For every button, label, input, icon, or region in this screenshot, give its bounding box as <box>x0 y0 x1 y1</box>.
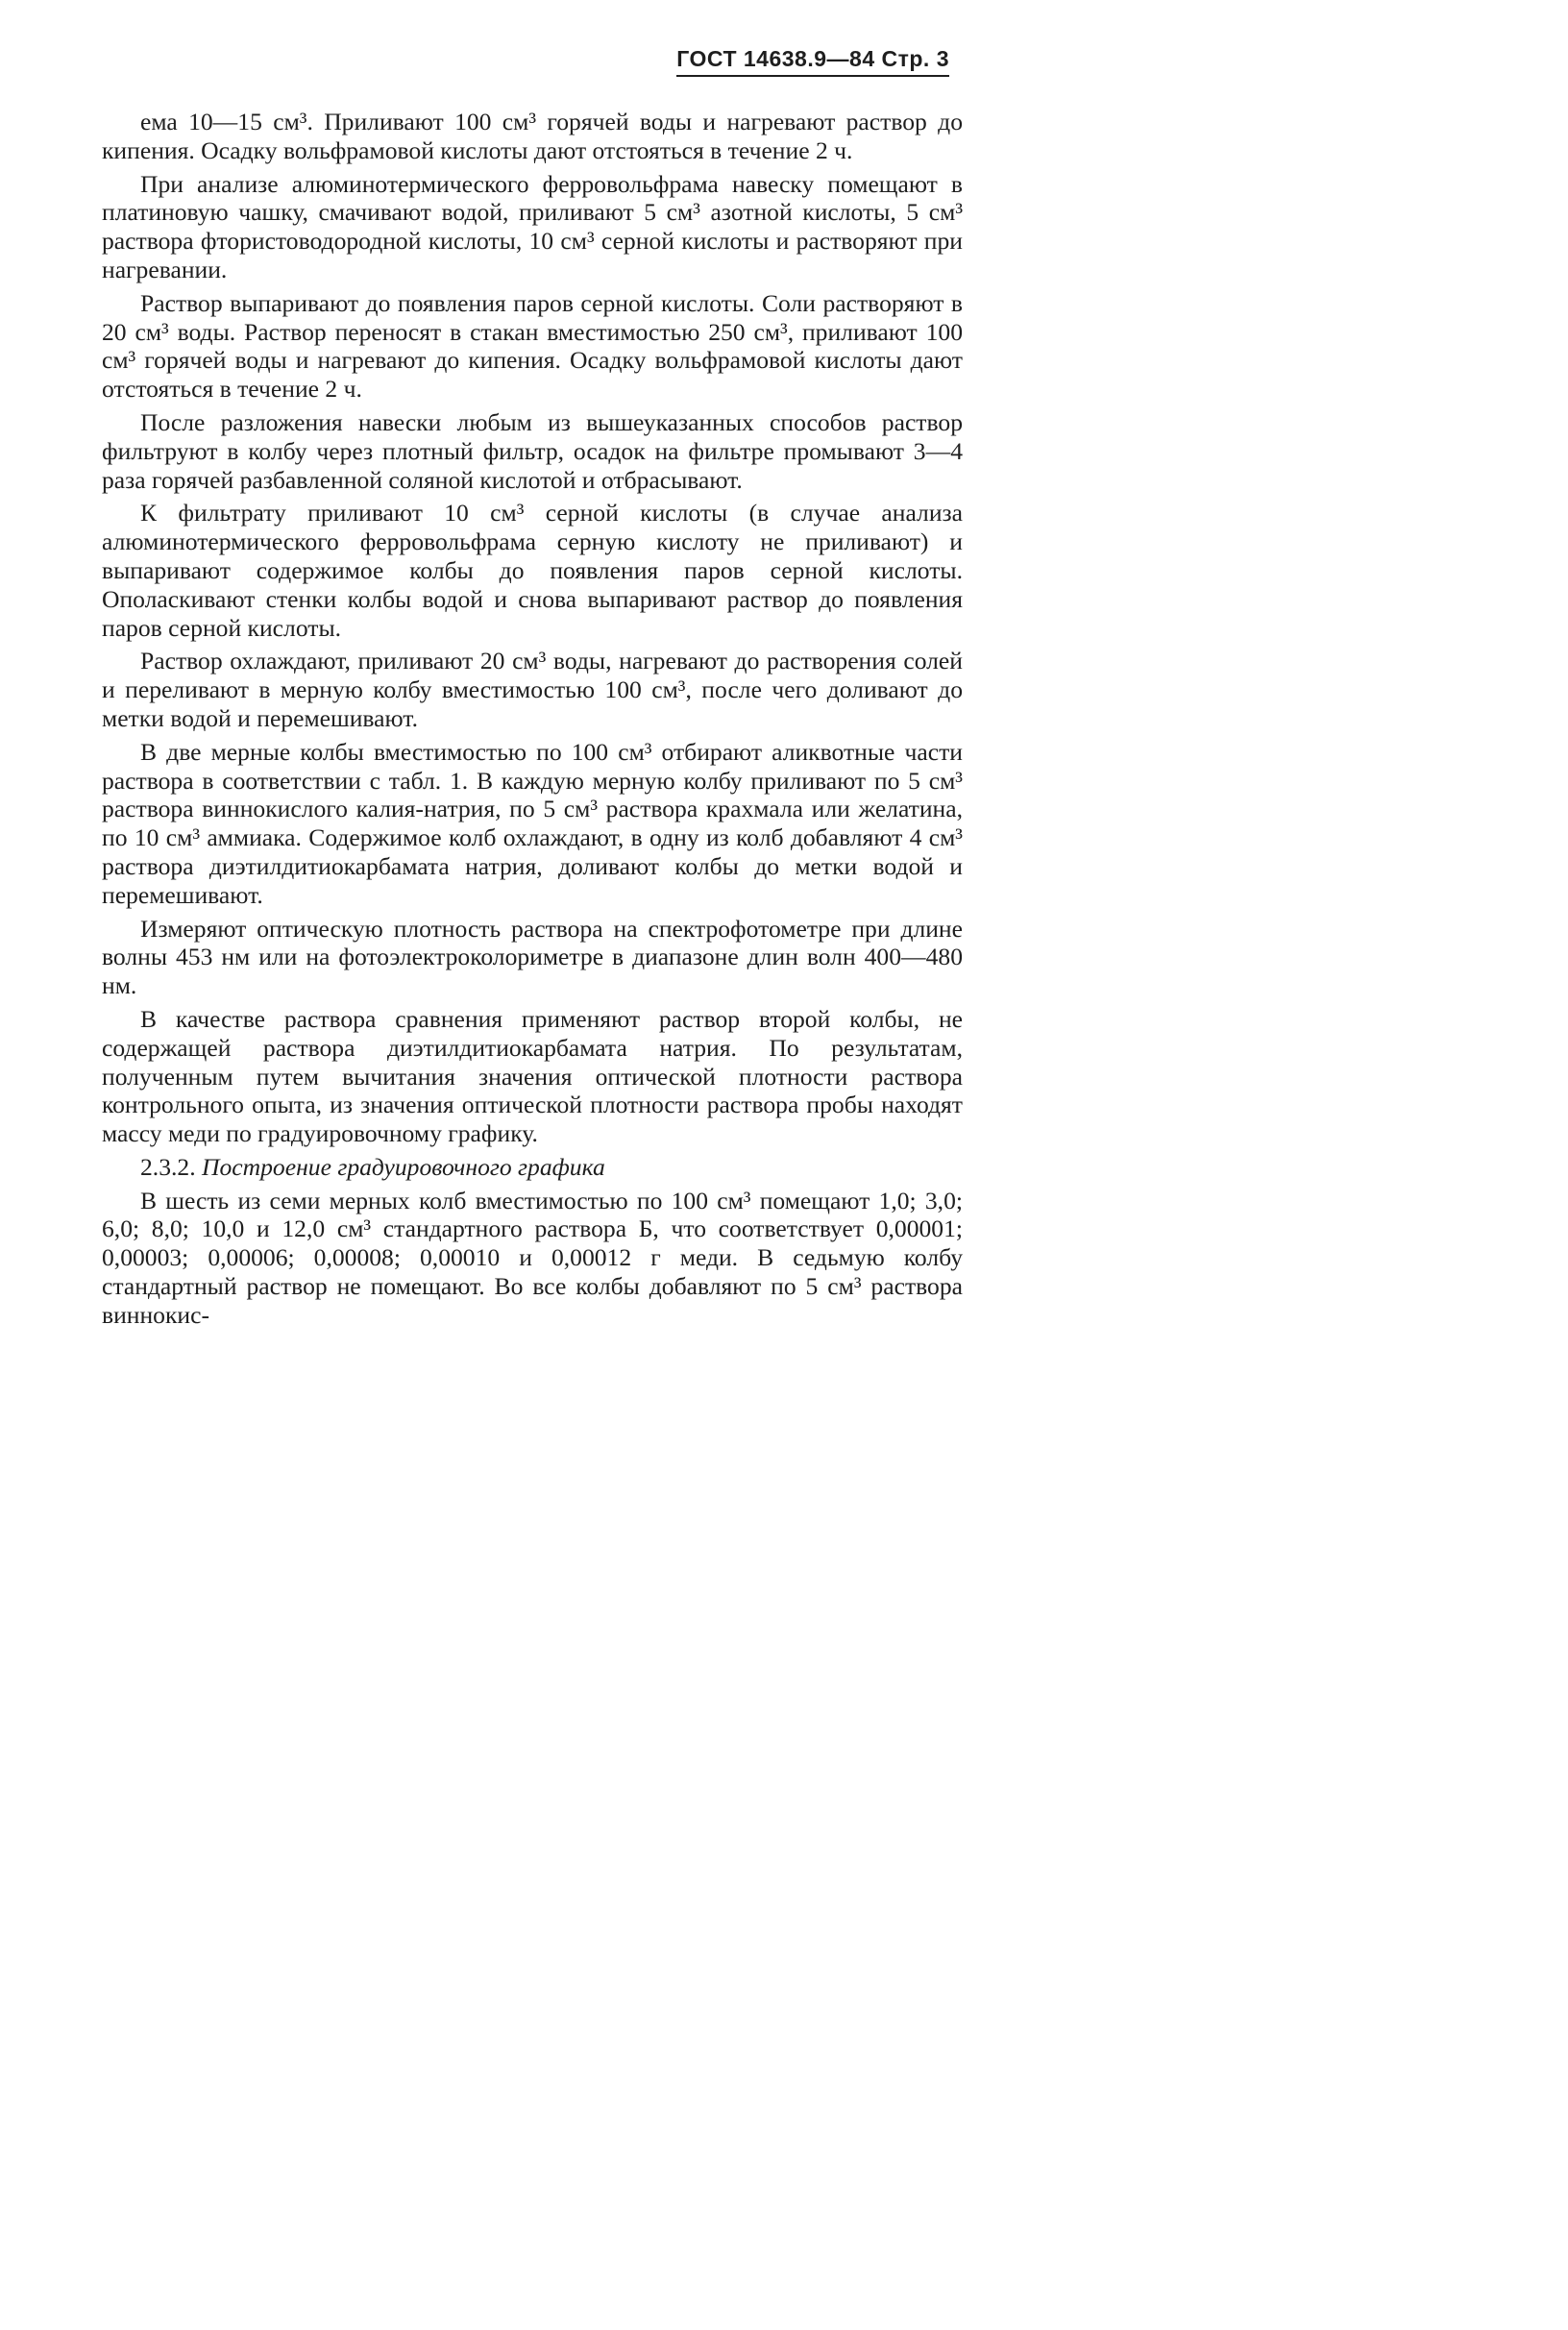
paragraph: Раствор выпаривают до появления паров серной кислоты. Соли растворяют в 20 см³ воды. Раствор переносят в стакан вместимостью 250 см³, приливают 100 см³ горячей воды и нагревают до кипения. Осадку вольфрамовой кислоты дают отстояться в течение 2 ч. <box>102 288 963 404</box>
paragraph: В две мерные колбы вместимостью по 100 см³ отбирают аликвотные части раствора в соответствии с табл. 1. В каждую мерную колбу приливают по 5 см³ раствора виннокислого калия-натрия, по 5 см³ раствора крахмала или желатина, по 10 см³ аммиака. Содержимое колб охлаждают, в одну из колб добавляют 4 см³ раствора диэтилдитиокарбамата натрия, доливают колбы до метки водой и перемешивают. <box>102 737 963 909</box>
document-page <box>0 0 1018 1513</box>
page-header: ГОСТ 14638.9—84 Стр. 3 <box>676 46 949 77</box>
paragraph: К фильтрату приливают 10 см³ серной кислоты (в случае анализа алюминотермического ферровольфрама серную кислоту не приливают) и выпаривают содержимое колбы до появления паров серной кислоты. Ополаскивают стенки колбы водой и снова выпаривают раствор до появления паров серной кислоты. <box>102 499 963 642</box>
paragraph: После разложения навески любым из вышеуказанных способов раствор фильтруют в колбу через плотный фильтр, осадок на фильтре промывают 3—4 раза горячей разбавленной соляной кислотой и отбрасывают. <box>102 407 963 494</box>
paragraph: В качестве раствора сравнения применяют раствор второй колбы, не содержащей раствора диэтилдитиокарбамата натрия. По результатам, полученным путем вычитания значения оптической плотности раствора контрольного опыта, из значения оптической плотности раствора пробы находят массу меди по градуировочному графику. <box>102 1004 963 1148</box>
section-heading <box>102 1153 963 1182</box>
section-title: Построение градуировочного графика <box>202 1152 605 1181</box>
paragraph: ема 10—15 см³. Приливают 100 см³ горячей воды и нагревают раствор до кипения. Осадку вольфрамовой кислоты дают отстояться в течение 2 ч. <box>102 108 963 164</box>
document-body <box>102 108 963 1335</box>
paragraph: Раствор охлаждают, приливают 20 см³ воды, нагревают до растворения солей и переливают в мерную колбу вместимостью 100 см³, после чего доливают до метки водой и перемешивают. <box>102 647 963 732</box>
paragraph: При анализе алюминотермического ферровольфрама навеску помещают в платиновую чашку, смачивают водой, приливают 5 см³ азотной кислоты, 5 см³ раствора фтористоводородной кислоты, 10 см³ серной кислоты и растворяют при нагревании. <box>102 169 963 283</box>
paragraph: Измеряют оптическую плотность раствора на спектрофотометре при длине волны 453 нм или на фотоэлектроколориметре в диапазоне длин волн 400—480 нм. <box>102 914 963 1000</box>
paragraph: В шесть из семи мерных колб вместимостью по 100 см³ помещают 1,0; 3,0; 6,0; 8,0; 10,0 и 12,0 см³ стандартного раствора Б, что соответствует 0,00001; 0,00003; 0,00006; 0,00008; 0,00010 и 0,00012 г меди. В седьмую колбу стандартный раствор не помещают. Во все колбы добавляют по 5 см³ раствора виннокис- <box>102 1186 963 1329</box>
section-number: 2.3.2. <box>140 1152 196 1181</box>
